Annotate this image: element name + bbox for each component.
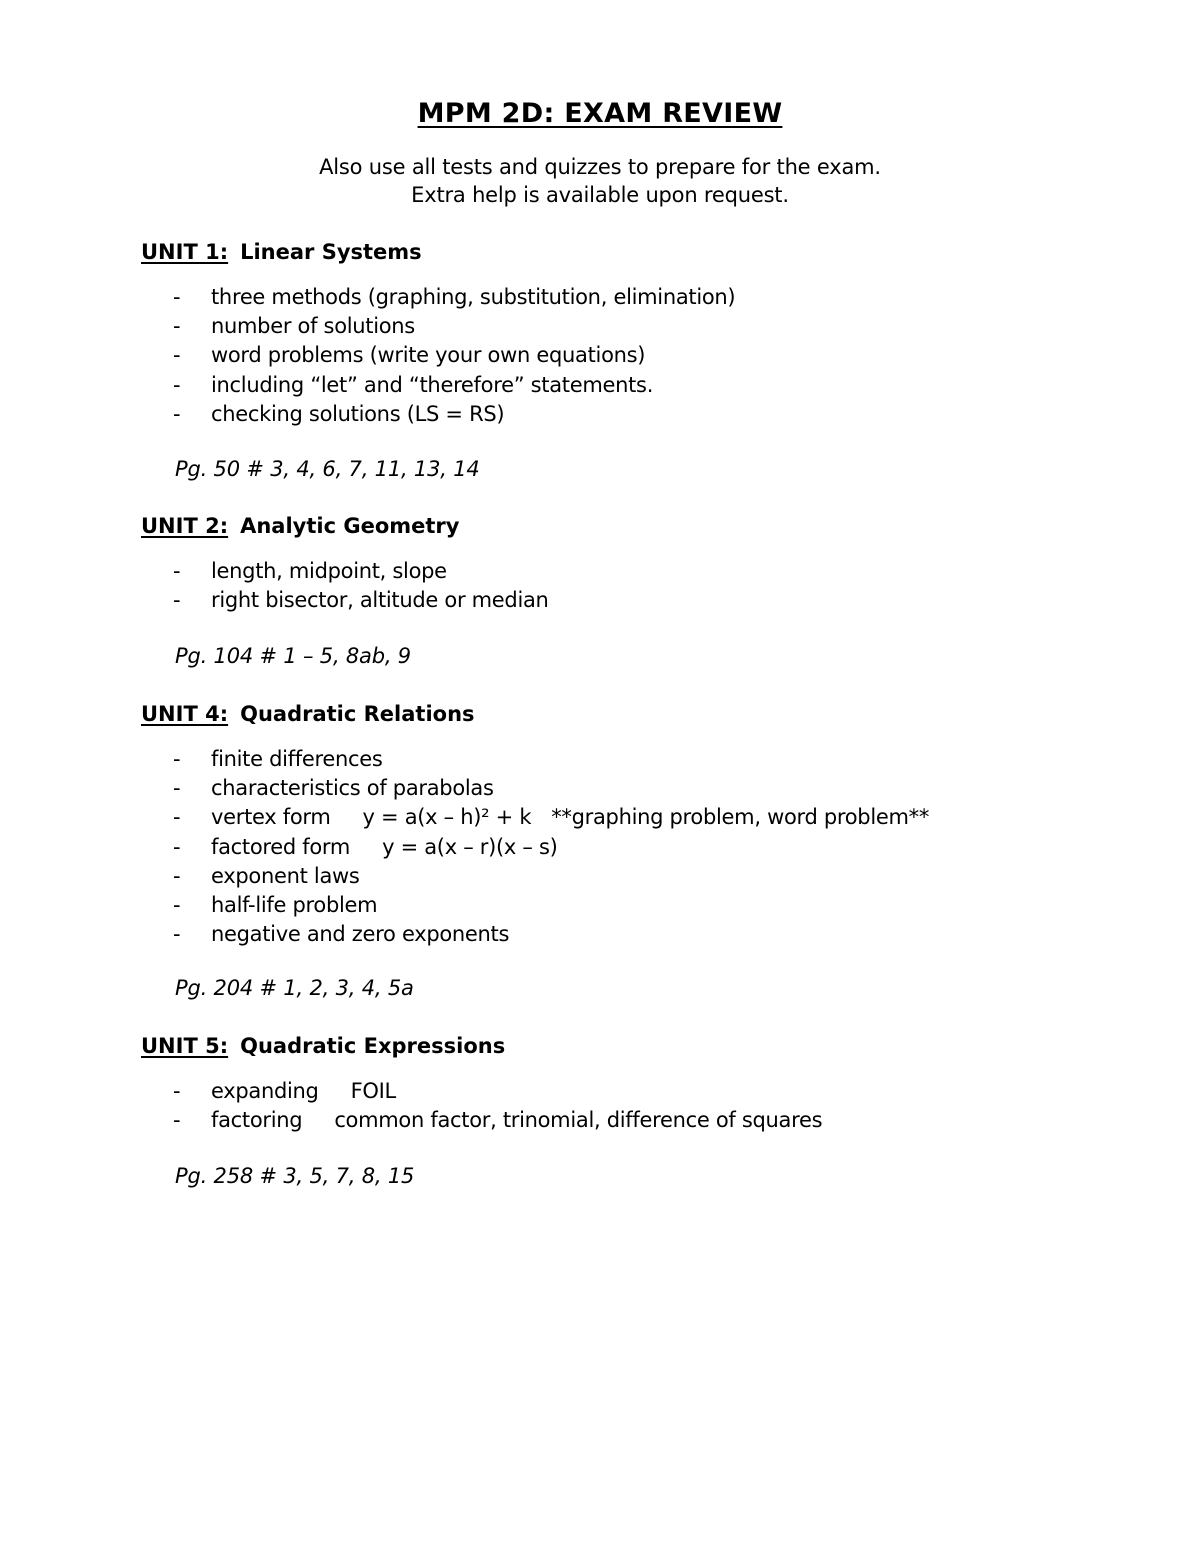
- topic-text: word problems (write your own equations): [211, 343, 646, 368]
- unit-5-topic-list: [173, 1077, 822, 1135]
- bullet-dash: -: [173, 922, 181, 947]
- topic-text: factored form: [211, 834, 351, 859]
- unit-1-topic-list: [173, 283, 735, 429]
- topic-text: exponent laws: [211, 863, 360, 888]
- bullet-dash: -: [173, 285, 181, 309]
- topic-text: finite differences: [211, 747, 383, 771]
- topic-text: negative and zero exponents: [211, 922, 510, 947]
- unit-2-heading: [141, 514, 459, 538]
- bullet-dash: -: [173, 834, 181, 859]
- bullet-dash: -: [173, 892, 181, 917]
- unit-4-label: UNIT 4:: [141, 702, 229, 726]
- bullet-dash: -: [173, 1108, 181, 1133]
- list-item: [173, 1077, 822, 1106]
- bullet-dash: -: [173, 776, 181, 801]
- list-item: [173, 920, 929, 949]
- unit-1-name: Linear Systems: [240, 240, 422, 264]
- list-item: [173, 803, 929, 832]
- bullet-dash: -: [173, 314, 181, 339]
- unit-1-label: UNIT 1:: [141, 240, 229, 264]
- page-title: MPM 2D: EXAM REVIEW: [417, 98, 783, 129]
- list-item: [173, 862, 929, 891]
- list-item: [173, 341, 735, 370]
- bullet-dash: -: [173, 372, 181, 397]
- bullet-dash: -: [173, 1079, 181, 1103]
- topic-text: checking solutions (LS = RS): [211, 401, 505, 426]
- topic-text: factoring: [211, 1108, 303, 1133]
- unit-4-name: Quadratic Relations: [240, 702, 475, 726]
- unit-2-page-reference: Pg. 104 # 1 – 5, 8ab, 9: [175, 644, 411, 668]
- list-item: [173, 371, 735, 400]
- unit-5-name: Quadratic Expressions: [240, 1034, 506, 1058]
- list-item: [173, 400, 735, 429]
- list-item: [173, 557, 549, 586]
- topic-text: characteristics of parabolas: [211, 776, 494, 801]
- unit-2-topic-list: [173, 557, 549, 615]
- unit-5-heading: [141, 1034, 505, 1058]
- unit-2-name: Analytic Geometry: [240, 514, 460, 538]
- topic-text: right bisector, altitude or median: [211, 588, 549, 613]
- vertex-note: **graphing problem, word problem**: [551, 805, 930, 830]
- unit-1-page-reference: Pg. 50 # 3, 4, 6, 7, 11, 13, 14: [175, 457, 480, 481]
- list-item: [173, 312, 735, 341]
- vertex-formula: y = a(x – h)² + k: [362, 805, 532, 830]
- list-item: [173, 833, 929, 862]
- bullet-dash: -: [173, 863, 181, 888]
- list-item: [173, 745, 929, 774]
- list-item: [173, 774, 929, 803]
- bullet-dash: -: [173, 343, 181, 368]
- list-item: [173, 586, 549, 615]
- topic-text: vertex form: [211, 805, 331, 830]
- list-item: [173, 891, 929, 920]
- topic-text: expanding: [211, 1079, 319, 1103]
- factored-formula: y = a(x – r)(x – s): [382, 834, 558, 859]
- unit-1-heading: [141, 240, 422, 264]
- expanding-method: FOIL: [350, 1079, 396, 1103]
- unit-2-label: UNIT 2:: [141, 514, 229, 538]
- topic-text: three methods (graphing, substitution, elimination): [211, 285, 736, 309]
- bullet-dash: -: [173, 559, 181, 583]
- topic-text: including “let” and “therefore” statements.: [211, 372, 654, 397]
- intro-line-2: Extra help is available upon request.: [411, 183, 789, 207]
- unit-4-topic-list: [173, 745, 929, 949]
- intro-line-1: Also use all tests and quizzes to prepare for the exam.: [319, 155, 881, 179]
- bullet-dash: -: [173, 805, 181, 830]
- unit-4-page-reference: Pg. 204 # 1, 2, 3, 4, 5a: [175, 976, 414, 1000]
- bullet-dash: -: [173, 747, 181, 771]
- list-item: [173, 1106, 822, 1135]
- bullet-dash: -: [173, 401, 181, 426]
- topic-text: half-life problem: [211, 892, 378, 917]
- unit-5-page-reference: Pg. 258 # 3, 5, 7, 8, 15: [175, 1164, 415, 1188]
- factoring-methods: common factor, trinomial, difference of squares: [334, 1108, 823, 1133]
- unit-4-heading: [141, 702, 475, 726]
- unit-5-label: UNIT 5:: [141, 1034, 229, 1058]
- topic-text: length, midpoint, slope: [211, 559, 447, 583]
- bullet-dash: -: [173, 588, 181, 613]
- topic-text: number of solutions: [211, 314, 415, 339]
- list-item: [173, 283, 735, 312]
